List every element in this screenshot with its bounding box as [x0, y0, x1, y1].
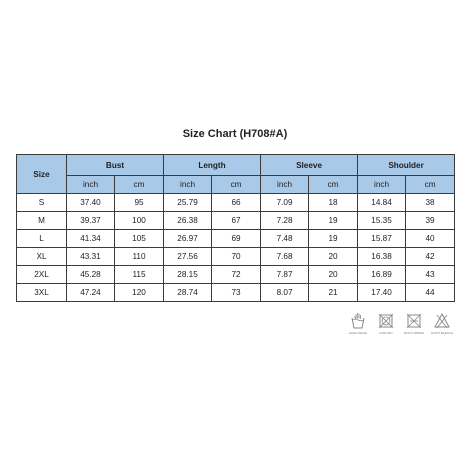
size-column-header: Size — [17, 155, 67, 194]
table-cell: 69 — [212, 230, 261, 248]
table-cell: 120 — [115, 284, 164, 302]
hand-wash-icon — [346, 312, 370, 330]
table-cell: 39 — [406, 212, 455, 230]
unit-header: cm — [115, 176, 164, 194]
table-row — [17, 194, 455, 212]
table-row — [17, 230, 455, 248]
table-cell: 28.74 — [164, 284, 212, 302]
table-cell: 37.40 — [67, 194, 115, 212]
table-cell: 42 — [406, 248, 455, 266]
group-header-row — [17, 155, 455, 176]
table-cell: 15.87 — [358, 230, 406, 248]
table-cell: 19 — [309, 230, 358, 248]
table-cell: 7.09 — [261, 194, 309, 212]
table-cell: 7.68 — [261, 248, 309, 266]
care-label: HAND WASH — [348, 331, 368, 335]
table-cell: 43.31 — [67, 248, 115, 266]
table-cell: 19 — [309, 212, 358, 230]
table-cell: 14.84 — [358, 194, 406, 212]
sleeve-header: Sleeve — [261, 155, 358, 176]
table-cell: 44 — [406, 284, 455, 302]
table-cell: 16.38 — [358, 248, 406, 266]
table-cell: 20 — [309, 248, 358, 266]
care-item — [374, 312, 398, 346]
table-cell: 105 — [115, 230, 164, 248]
table-cell: 7.87 — [261, 266, 309, 284]
table-cell: 100 — [115, 212, 164, 230]
size-cell: 3XL — [17, 284, 67, 302]
table-row — [17, 212, 455, 230]
table-cell: 72 — [212, 266, 261, 284]
table-row — [17, 284, 455, 302]
table-cell: 20 — [309, 266, 358, 284]
table-cell: 26.97 — [164, 230, 212, 248]
table-cell: 67 — [212, 212, 261, 230]
care-label: DON'T WRING — [403, 331, 425, 335]
unit-header: inch — [164, 176, 212, 194]
size-cell: 2XL — [17, 266, 67, 284]
table-cell: 110 — [115, 248, 164, 266]
table-cell: 18 — [309, 194, 358, 212]
table-cell: 25.79 — [164, 194, 212, 212]
bust-header: Bust — [67, 155, 164, 176]
size-cell: S — [17, 194, 67, 212]
table-cell: 41.34 — [67, 230, 115, 248]
table-cell: 26.38 — [164, 212, 212, 230]
table-cell: 47.24 — [67, 284, 115, 302]
care-label: DON'T BLEACH — [431, 331, 453, 335]
do-not-wring-icon — [402, 312, 426, 330]
chart-title: Size Chart (H708#A) — [182, 128, 288, 140]
table-cell: 17.40 — [358, 284, 406, 302]
do-not-tumble-dry-icon — [374, 312, 398, 330]
size-cell: L — [17, 230, 67, 248]
table-row — [17, 266, 455, 284]
do-not-bleach-icon — [430, 312, 454, 330]
table-cell: 8.07 — [261, 284, 309, 302]
table-cell: 95 — [115, 194, 164, 212]
table-cell: 45.28 — [67, 266, 115, 284]
care-item — [430, 312, 454, 346]
table-cell: 7.28 — [261, 212, 309, 230]
table-cell: 73 — [212, 284, 261, 302]
care-item — [402, 312, 426, 346]
unit-header: inch — [261, 176, 309, 194]
unit-header: cm — [212, 176, 261, 194]
unit-header: inch — [67, 176, 115, 194]
size-cell: XL — [17, 248, 67, 266]
unit-header: cm — [309, 176, 358, 194]
unit-header: cm — [406, 176, 455, 194]
table-cell: 27.56 — [164, 248, 212, 266]
table-cell: 28.15 — [164, 266, 212, 284]
length-header: Length — [164, 155, 261, 176]
unit-header: inch — [358, 176, 406, 194]
table-cell: 43 — [406, 266, 455, 284]
table-cell: 66 — [212, 194, 261, 212]
care-icons — [346, 312, 454, 346]
table-cell: 15.35 — [358, 212, 406, 230]
size-chart-table — [16, 154, 455, 302]
table-cell: 16.89 — [358, 266, 406, 284]
table-cell: 21 — [309, 284, 358, 302]
table-cell: 39.37 — [67, 212, 115, 230]
size-cell: M — [17, 212, 67, 230]
table-cell: 115 — [115, 266, 164, 284]
unit-header-row — [17, 176, 455, 194]
care-label: LOW DRY — [379, 331, 393, 335]
table-cell: 40 — [406, 230, 455, 248]
shoulder-header: Shoulder — [358, 155, 455, 176]
table-row — [17, 248, 455, 266]
care-item — [346, 312, 370, 346]
table-cell: 7.48 — [261, 230, 309, 248]
table-cell: 70 — [212, 248, 261, 266]
table-cell: 38 — [406, 194, 455, 212]
